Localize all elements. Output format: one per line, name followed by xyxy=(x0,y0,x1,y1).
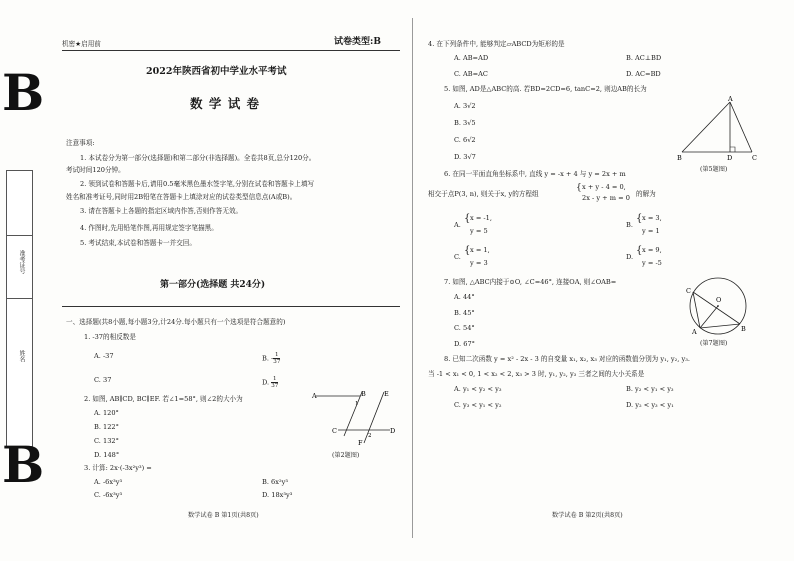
question-6-stem-line-1: 6. 在同一平面直角坐标系中, 直线 y = -x + 4 与 y = 2x + m xyxy=(444,170,626,178)
notice-line: 考试时间120分钟。 xyxy=(66,166,125,174)
figure-2-label-d: D xyxy=(390,427,396,435)
question-6-option-a-y: y = 5 xyxy=(470,227,488,235)
subject-title: 数 学 试 卷 xyxy=(190,96,261,111)
question-5-option-d: D. 3√7 xyxy=(454,153,476,161)
paper-type-label: 试卷类型:B xyxy=(334,37,381,47)
figure-2-label-a: A xyxy=(312,392,317,400)
question-4-option-d: D. AC=BD xyxy=(626,70,661,78)
sidebar-label-exam-number: 准考证号 xyxy=(18,250,25,274)
question-2-option-a: A. 120° xyxy=(94,409,119,417)
figure-2-label-b: B xyxy=(361,390,366,398)
figure-2-angle-1: 1 xyxy=(355,401,359,407)
figure-5-caption: (第5题图) xyxy=(700,166,728,173)
notice-line: 1. 本试卷分为第一部分(选择题)和第二部分(非选择题)。全卷共8页,总分120分。 xyxy=(80,154,316,162)
question-7-option-b: B. 45° xyxy=(454,309,475,317)
left-page-footer: 数学试卷 B 第1页(共8页) xyxy=(188,512,259,519)
question-4-option-b: B. AC⊥BD xyxy=(626,54,662,62)
question-6-equation-2: 2x - y + m = 0 xyxy=(582,194,630,202)
confidential-label: 机密★启用前 xyxy=(62,40,101,48)
figure-2-label-e: E xyxy=(384,390,389,398)
question-7-stem: 7. 如图, △ABC内接于⊙O, ∠C=46°, 连接OA, 则∠OAB= xyxy=(444,278,617,286)
notice-line: 4. 作图时,先用铅笔作图,再用规定签字笔描黑。 xyxy=(80,224,218,232)
figure-2-label-f: F xyxy=(358,439,363,446)
question-2-option-c: C. 132° xyxy=(94,437,119,445)
question-5-stem: 5. 如图, AD是△ABC的高. 若BD=2CD=6, tanC=2, 则边AB的长为 xyxy=(444,85,647,93)
question-6-option-c-label: C. xyxy=(454,253,461,261)
figure-5-label-b: B xyxy=(677,154,682,162)
question-8-option-b: B. y₂ < y₁ < y₃ xyxy=(626,385,674,393)
question-6-option-a-x: x = -1, xyxy=(470,214,492,222)
question-6-equation-1: x + y - 4 = 0, xyxy=(582,183,626,191)
question-5-option-c: C. 6√2 xyxy=(454,136,476,144)
question-2-option-b: B. 122° xyxy=(94,423,119,431)
figure-7-caption: (第7题图) xyxy=(700,340,728,347)
question-6-option-b-label: B. xyxy=(626,221,633,229)
notice-line: 3. 请在答题卡上各题的指定区域内作答,否则作答无效。 xyxy=(80,207,243,215)
question-7-option-a: A. 44° xyxy=(454,293,475,301)
section-rule xyxy=(62,306,400,307)
notice-heading: 注意事项: xyxy=(66,139,95,147)
question-4-option-a: A. AB=AD xyxy=(454,54,489,62)
question-2-stem: 2. 如图, AB∥CD, BC∥EF. 若∠1=58°, 则∠2的大小为 xyxy=(84,395,243,403)
question-4-stem: 4. 在下列条件中, 能够判定▱ABCD为矩形的是 xyxy=(428,40,565,48)
page-divider xyxy=(412,18,413,538)
figure-7-label-c: C xyxy=(686,287,691,295)
question-1-option-d: D. $\frac{1}{37}$ xyxy=(262,376,279,389)
figure-7-label-o: O xyxy=(716,296,722,304)
notice-line: 姓名和准考证号,同时用2B铅笔在答题卡上填涂对应的试卷类型信息点(A或B)。 xyxy=(66,193,297,201)
figure-2-angle-2: 2 xyxy=(368,433,372,439)
question-3-option-c: C. -6x³y³ xyxy=(94,491,123,499)
question-6-stem-line-2: 相交于点P(3, n), 则关于x, y的方程组 xyxy=(428,190,539,198)
question-5-option-b: B. 3√5 xyxy=(454,119,476,127)
figure-question-7 xyxy=(678,274,758,342)
question-1-stem: 1. -37的相反数是 xyxy=(84,333,136,341)
figure-question-2 xyxy=(308,388,400,446)
notice-line: 2. 领到试卷和答题卡后,请用0.5毫米黑色墨水签字笔,分别在试卷和答题卡上填写 xyxy=(80,180,315,188)
figure-question-5 xyxy=(672,94,764,164)
question-6-option-c-y: y = 3 xyxy=(470,259,488,267)
figure-7-label-a: A xyxy=(692,328,697,336)
question-6-option-d-label: D. xyxy=(626,253,634,261)
figure-7-label-b: B xyxy=(741,325,746,333)
question-3-stem: 3. 计算: 2x·(-3x²y³) = xyxy=(84,464,152,472)
question-1-option-b: B. - $\frac{1}{37}$ xyxy=(262,352,281,365)
notice-line: 5. 考试结束,本试卷和答题卡一并交回。 xyxy=(80,239,196,247)
question-6-option-d-x: x = 9, xyxy=(642,246,662,254)
question-6-option-b-y: y = 1 xyxy=(642,227,660,235)
figure-5-label-c: C xyxy=(752,154,757,162)
question-7-option-d: D. 67° xyxy=(454,340,475,348)
question-6-option-c-x: x = 1, xyxy=(470,246,490,254)
question-2-option-d: D. 148° xyxy=(94,451,120,459)
header-rule xyxy=(62,50,400,51)
question-6-option-b-x: x = 3, xyxy=(642,214,662,222)
sidebar-label-name: 姓名 xyxy=(18,350,25,362)
figure-5-label-d: D xyxy=(727,154,733,162)
sidebar-binding-strip xyxy=(6,170,33,447)
question-1-option-c: C. 37 xyxy=(94,376,112,384)
question-6-option-a-label: A. xyxy=(454,221,461,229)
question-8-option-c: C. y₃ < y₁ < y₂ xyxy=(454,401,502,409)
right-page-footer: 数学试卷 B 第2页(共8页) xyxy=(552,512,623,519)
question-8-stem-line-1: 8. 已知二次函数 y = x² - 2x - 3 的自变量 x₁, x₂, x₃ 对应的函数值分别为 y₁, y₂, y₃. xyxy=(444,355,690,363)
question-3-option-d: D. 18x³y³ xyxy=(262,491,293,499)
question-7-option-c: C. 54° xyxy=(454,324,475,332)
paper-type-letter-bottom: B xyxy=(2,435,45,494)
question-4-option-c: C. AB=AC xyxy=(454,70,488,78)
figure-2-label-c: C xyxy=(332,427,337,435)
question-8-option-a: A. y₁ < y₂ < y₃ xyxy=(454,385,502,393)
paper-type-letter-top: B xyxy=(2,63,45,122)
part-one-title: 第一部分(选择题 共24分) xyxy=(160,280,266,290)
question-8-option-d: D. y₂ < y₃ < y₁ xyxy=(626,401,674,409)
section-intro: 一、选择题(共8小题,每小题3分,计24分.每小题只有一个选项是符合题意的) xyxy=(66,318,286,326)
question-3-option-b: B. 6x²y³ xyxy=(262,478,288,486)
question-3-option-a: A. -6x³y³ xyxy=(94,478,123,486)
question-6-option-d-y: y = -5 xyxy=(642,259,662,267)
exam-title: 2022年陕西省初中学业水平考试 xyxy=(146,66,287,77)
question-6-stem-line-3: 的解为 xyxy=(636,190,656,198)
figure-2-caption: (第2题图) xyxy=(332,452,360,459)
question-5-option-a: A. 3√2 xyxy=(454,102,476,110)
question-1-option-a: A. -37 xyxy=(94,352,114,360)
figure-5-label-a: A xyxy=(728,95,733,103)
question-8-stem-line-2: 当 -1 < x₁ < 0, 1 < x₂ < 2, x₃ > 3 时, y₁, y₂, y₃ 三者之间的大小关系是 xyxy=(428,370,645,378)
